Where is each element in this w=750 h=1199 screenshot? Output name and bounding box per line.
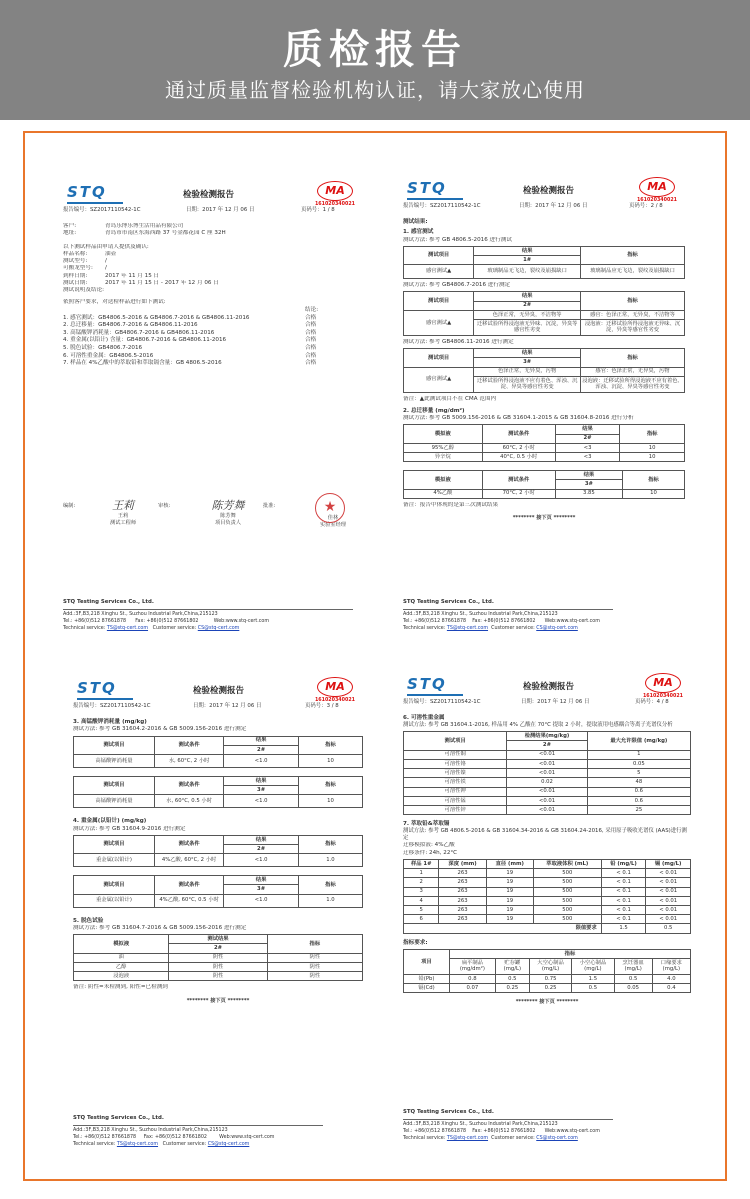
- table-row: [404, 896, 691, 905]
- page-header: STQ 检验检测报告 MA 161020340021 报告编号：SZ2017110542-1C 日期：2017 年 12 月 06 日 页码号：2 / 8: [403, 179, 677, 209]
- table-row: [404, 769, 691, 778]
- section-title: 1. 感官测试: [403, 229, 434, 236]
- table-cell: <0.01: [507, 759, 587, 768]
- column-header: 口缘要求 (mg/L): [652, 959, 690, 975]
- section-title: 2. 总迁移量 (mg/dm²): [403, 407, 465, 414]
- page-header: STQ 检验检测报告 MA 161020340021 报告编号：SZ2017110542-1C 日期：2017 年 12 月 06 日 页码号：4 / 8: [403, 675, 683, 705]
- table-cell: 6: [404, 915, 439, 924]
- test-item: 2. 总迁移量：GB4806.7-2016 & GB4806.11-2016: [63, 322, 198, 329]
- table-row: [404, 787, 691, 796]
- kmno4-table-1: 测试项目 测试条件 结果 指标 2# 高锰酸钾消耗量 水, 60°C, 2 小时 <1.0 10: [73, 736, 363, 768]
- method-text: 测试方法: 参考 GB4806.7-2016 进行测定: [403, 282, 511, 289]
- next-page: ******** 接下页 ********: [512, 515, 576, 522]
- field-label: 测试说明及结论:: [63, 287, 105, 294]
- conclusion-head: 结论:: [305, 306, 319, 313]
- table-row: [404, 878, 691, 887]
- decolor-table: 模拟液 测试结果 指标 2# 油 阴性 阴性 乙醇 阴性 阴性 浸泡液 阴性 阴性: [73, 934, 363, 981]
- method-text: 迁移条件: 24h, 22°C: [403, 849, 458, 856]
- test-result: 合格: [305, 360, 317, 367]
- sample-intro: 以下测试样品由申请人提供及确认:: [63, 243, 149, 250]
- customer-email-link[interactable]: CS@stq-cert.com: [536, 1135, 578, 1141]
- test-item: 6. 可溶性重金属：GB4806.5-2016: [63, 352, 154, 359]
- column-header: 烹饪器皿 (mg/L): [614, 959, 652, 975]
- cma-id: 161020340021: [314, 698, 355, 703]
- client-block: [63, 223, 363, 238]
- table-cell: 19: [486, 887, 533, 896]
- column-header: 扁平制品 (mg/dm²): [449, 959, 495, 975]
- table-cell: 25: [587, 805, 690, 814]
- column-header: 样品 1#: [404, 859, 439, 868]
- test-items: [63, 315, 363, 368]
- table-cell: < 0.01: [646, 878, 691, 887]
- cma-logo: MA: [639, 177, 675, 197]
- customer-email-link[interactable]: CS@stq-cert.com: [197, 625, 240, 631]
- method-text: 测试方法: 参考 GB 31604.1-2016, 样品用 4% 乙酸在 70°C 提取 2 小时，提取液用电感耦合等离子光谱仪分析: [403, 722, 673, 729]
- report-page-4: [403, 673, 691, 1173]
- note-text: 备注: 阴性=未检测到, 阳性=已检测到: [73, 984, 168, 991]
- stq-logo: STQ: [407, 179, 447, 197]
- table-cell: <0.01: [507, 750, 587, 759]
- limit-table: 项目 指标 扁平制品 (mg/dm²) 贮存罐 (mg/L) 大空心制品 (mg/L) 小空心制品 (mg/L) 烹饪器皿 (mg/L) 口缘要求 (mg/L) 铅(Pb) 0.8 0.5 0.75 1.5 0.5 4.0 镉(Cd) 0.07 0.25 0.25 0.5 0.05 0.4: [403, 949, 691, 993]
- customer-email-link[interactable]: CS@stq-cert.com: [536, 625, 578, 631]
- field-label: 到样日期:: [63, 272, 88, 279]
- sample-fields: [63, 251, 363, 295]
- table-cell: < 0.1: [601, 896, 646, 905]
- table-cell: 0.4: [652, 984, 690, 993]
- table-row: [404, 750, 691, 759]
- column-header: 铅 (mg/L): [601, 859, 646, 868]
- table-cell: 0.05: [614, 984, 652, 993]
- doc-title: 检验检测报告: [193, 686, 245, 696]
- test-item: 5. 脱色试验：GB4806.7-2016: [63, 345, 143, 352]
- field-value: 油壶: [105, 250, 117, 257]
- column-header: 大空心制品 (mg/L): [529, 959, 571, 975]
- report-no: 报告编号：SZ2017110542-1C: [63, 207, 141, 213]
- table-cell: 0.75: [529, 974, 571, 983]
- column-header: 萃取液体积 (mL): [533, 859, 601, 868]
- table-row: [404, 759, 691, 768]
- table-cell: 5: [404, 905, 439, 914]
- column-header: 直径 (mm): [486, 859, 533, 868]
- table-cell: 0.5: [495, 974, 529, 983]
- report-page-2: [403, 177, 685, 637]
- tech-email-link[interactable]: TS@stq-cert.com: [106, 625, 149, 631]
- table-cell: 263: [439, 878, 486, 887]
- field-label: 样品名称:: [63, 250, 88, 257]
- table-cell: 可溶性钾: [404, 787, 507, 796]
- table-cell: 19: [486, 869, 533, 878]
- banner-title: 质检报告: [283, 27, 467, 73]
- field-label: 测试日期:: [63, 279, 88, 286]
- soluble-metals-table: 测试项目 检测结果(mg/kg) 最大允许限值 (mg/kg) 2# 可溶性铜 <0.01 1 可溶性铬 <0.01 0.05 可溶性镍 <0.01 5 可溶性铁 0.02 48 可溶性钾 <0.01 0.6 可溶性锰 <0.01 0.6 可溶性锌 <0.01 25: [403, 731, 691, 815]
- section-title: 3. 高锰酸钾消耗量 (mg/kg): [73, 719, 147, 725]
- table-row: [404, 869, 691, 878]
- table-cell: < 0.01: [646, 905, 691, 914]
- table-cell: 263: [439, 887, 486, 896]
- field-value: 2017 年 11 月 15 日 - 2017 年 12 月 06 日: [105, 279, 219, 286]
- table-cell: 500: [533, 878, 601, 887]
- migration-table-1: 模拟液 测试条件 结果 指标 2# 95%乙醇 60°C, 2 小时 <3 10 异辛烷 40°C, 0.5 小时 <3 10: [403, 424, 685, 462]
- table-cell: 500: [533, 905, 601, 914]
- approval-seal-icon: ★: [315, 493, 345, 523]
- note-text: 备注：▲此测试项目不在 CMA 范围内: [403, 395, 497, 402]
- table-cell: 0.6: [587, 787, 690, 796]
- table-cell: < 0.1: [601, 887, 646, 896]
- signature: 王莉: [112, 499, 134, 512]
- method-text: 测试方法: 参考 GB 31604.2-2016 & GB 5009.156-2016 进行测定: [73, 726, 247, 733]
- field-row: [63, 280, 363, 287]
- sensory-table-2: 测试项目 结果 指标 2# 感官测试▲ 色泽正常，无异臭，不洁物等 感官：色泽正常，无异臭，不洁物等 迁移试验所得浸泡液无异味、沉淀，异臭等感官性劣变 浸泡液：迁移试验所得浸泡液无异味、沉淀，异臭等感官性劣变: [403, 291, 685, 335]
- table-row: [404, 915, 691, 924]
- table-cell: 3: [404, 887, 439, 896]
- addr-label: 地址:: [63, 230, 77, 237]
- tech-email-link[interactable]: TS@stq-cert.com: [446, 1135, 489, 1141]
- sign-review: 审核: 陈芳舞 陈芳舞 项目负责人: [158, 499, 268, 527]
- method-text: 测试方法: 参考 GB4806.11-2016 进行测定: [403, 338, 514, 345]
- table-row: [404, 905, 691, 914]
- table-cell: 0.5: [572, 984, 614, 993]
- method-text: 测试方法: 参考 GB 4806.5-2016 进行测试: [403, 236, 512, 243]
- page-header: STQ 检验检测报告 MA 161020340021 报告编号：SZ2017110542-1C 日期：2017 年 12 月 06 日 页码号：3 / 8: [73, 679, 355, 709]
- table-row: [404, 887, 691, 896]
- doc-title: 检验检测报告: [523, 682, 575, 692]
- table-cell: < 0.1: [601, 878, 646, 887]
- table-cell: < 0.01: [646, 887, 691, 896]
- column-header: 贮存罐 (mg/L): [495, 959, 529, 975]
- table-cell: 0.8: [449, 974, 495, 983]
- test-item-row: [63, 322, 363, 330]
- test-result: 合格: [305, 337, 317, 344]
- method-text: 迁移模拟液: 4%乙酸: [403, 842, 455, 849]
- kmno4-table-2: 测试项目 测试条件 结果 指标 3# 高锰酸钾消耗量 水, 60°C, 0.5 小时 <1.0 10: [73, 776, 363, 808]
- field-row: [63, 287, 363, 294]
- test-result: 合格: [305, 352, 317, 359]
- method-text: 测试方法: 参考 GB 4806.5-2016 & GB 31604.34-2016 & GB 31604.24-2016, 采用原子吸收光谱仪 (AAS)进行测定: [403, 828, 687, 842]
- cma-id: 161020340021: [314, 202, 355, 207]
- test-item: 7. 样品在 4%乙酸中的萃取铅和萃取镉含量：GB 4806.5-2016: [63, 360, 222, 367]
- table-row: [404, 778, 691, 787]
- field-label: 可搬龙型号:: [63, 265, 93, 272]
- table-cell: 5: [587, 769, 690, 778]
- sign-compile: 编制: 王莉 王莉 测试工程师: [63, 499, 153, 527]
- field-row: [63, 273, 363, 280]
- test-result: 合格: [305, 314, 317, 321]
- table-cell: 1.5: [572, 974, 614, 983]
- cma-logo: MA: [645, 673, 681, 693]
- test-item-row: [63, 360, 363, 368]
- column-header: 小空心制品 (mg/L): [572, 959, 614, 975]
- table-cell: 可溶性铜: [404, 750, 507, 759]
- section-title: 4. 重金属(以铅计) (mg/kg): [73, 818, 147, 825]
- sensory-table-3: 测试项目 结果 指标 3# 感官测试▲ 色泽正常，无异臭，污物 感官：色泽正常，无异臭，污物 迁移试验所得浸泡液不应有着色、浑浊、沉淀、异臭等感官性劣变 浸泡液：迁移试验所得浸泡液不应有着色、浑浊、沉淀、异臭等感官性劣变: [403, 348, 685, 392]
- test-result: 合格: [305, 322, 317, 329]
- table-cell: 0.25: [495, 984, 529, 993]
- table-cell: <0.01: [507, 769, 587, 778]
- method-text: 测试方法: 参考 GB 31604.9-2016 进行测定: [73, 825, 186, 832]
- sensory-table-1: 测试项目 结果 指标 1# 感官测试▲ 玻璃制品无飞边，裂纹及崩损缺口 玻璃制品应无飞边，裂纹及崩损缺口: [403, 246, 685, 279]
- table-cell: 0.25: [529, 984, 571, 993]
- banner-subtitle: 通过质量监督检验机构认证，请大家放心使用: [165, 78, 585, 102]
- section-title: 7. 萃取铅&萃取镉: [403, 821, 450, 828]
- lead-cadmium-table: 样品 1# 深度 (mm) 直径 (mm) 萃取液体积 (mL) 铅 (mg/L) 镉 (mg/L) 1 263 19 500 < 0.1 < 0.01 2 263 19 500 < 0.1 < 0.01 3 263 19 500 < 0.1 < 0.01 4 263 19 500 < 0.1 < 0.01 5 263 19 500 < 0.1 < 0.01 6 263 19 500 < 0.1 < 0.01 限值要求 1.5 0.5: [403, 859, 691, 934]
- table-row: [404, 805, 691, 814]
- table-cell: < 0.1: [601, 915, 646, 924]
- method-text: 测试方法: 参考 GB 31604.7-2016 & GB 5009.156-2016 进行测定: [73, 924, 247, 931]
- tech-email-link[interactable]: TS@stq-cert.com: [116, 1141, 159, 1147]
- table-cell: 263: [439, 869, 486, 878]
- addr-value: 青岛市市南区东海西路 37 号金都花园 C 座 32H: [105, 230, 226, 237]
- section-title: 6. 可溶性重金属: [403, 715, 445, 721]
- banner: [0, 0, 750, 120]
- report-page-3: [73, 677, 363, 1177]
- table-cell: <0.01: [507, 787, 587, 796]
- table-cell: <0.01: [507, 796, 587, 805]
- heavy-metal-table-2: 测试项目 测试条件 结果 指标 3# 重金属(以铅计) 4%乙酸, 60°C, 0.5 小时 <1.0 1.0: [73, 875, 363, 907]
- table-cell: 1: [404, 869, 439, 878]
- heavy-metal-table-1: 测试项目 测试条件 结果 指标 2# 重金属(以铅计) 4%乙酸, 60°C, 2 小时 <1.0 1.0: [73, 835, 363, 867]
- table-cell: 263: [439, 915, 486, 924]
- test-result: 合格: [305, 329, 317, 336]
- table-cell: 0.5: [614, 974, 652, 983]
- table-row: [404, 796, 691, 805]
- section-title: 指标要求:: [403, 939, 428, 946]
- table-cell: <0.01: [507, 805, 587, 814]
- cma-logo: MA: [317, 181, 353, 201]
- field-row: [63, 265, 363, 272]
- signature: 陈芳舞: [211, 499, 245, 512]
- report-date: 日期：2017 年 12 月 06 日: [186, 207, 255, 213]
- table-cell: 19: [486, 915, 533, 924]
- column-header: 深度 (mm): [439, 859, 486, 868]
- stq-logo: STQ: [407, 675, 447, 693]
- table-cell: 19: [486, 878, 533, 887]
- client-label: 客户:: [63, 223, 77, 229]
- next-page: ******** 接下页 ********: [186, 997, 250, 1004]
- table-cell: 2: [404, 878, 439, 887]
- table-cell: 263: [439, 896, 486, 905]
- request-text: 依照客户要求，对送检样品进行如下测试:: [63, 299, 166, 306]
- table-cell: < 0.1: [601, 905, 646, 914]
- test-item-row: [63, 337, 363, 345]
- customer-email-link[interactable]: CS@stq-cert.com: [207, 1141, 250, 1147]
- field-value: /: [105, 258, 107, 265]
- table-cell: 19: [486, 905, 533, 914]
- table-cell: < 0.01: [646, 915, 691, 924]
- test-item: 4. 重金属(以铅计) 含量：GB4806.7-2016 & GB4806.11-2016: [63, 337, 227, 344]
- next-page: ******** 接下页 ********: [515, 999, 579, 1006]
- table-cell: 4: [404, 896, 439, 905]
- test-item: 1. 感官测试：GB4806.5-2016 & GB4806.7-2016 & GB4806.11-2016: [63, 314, 250, 321]
- page-footer: STQ Testing Services Co., Ltd. Add.:3F,B3,218 Xinghu St., Suzhou Industrial Park,China,215123 Tel.: +86(0)512 87661878 Fax: +86(0)512 87661802 Web:www.stq-cert.com Technical service: TS@stq-cert.com Customer service: CS@stq-cert.com: [73, 1115, 323, 1149]
- table-cell: 可溶性铁: [404, 778, 507, 787]
- field-row: [63, 251, 363, 258]
- migration-table-2: 模拟液 测试条件 结果 指标 3# 4%乙酸 70°C, 2 小时 3.85 10: [403, 470, 685, 499]
- table-cell: 0.6: [587, 796, 690, 805]
- table-cell: 可溶性锰: [404, 796, 507, 805]
- doc-title: 检验检测报告: [183, 190, 235, 200]
- table-cell: 0.02: [507, 778, 587, 787]
- table-cell: 500: [533, 915, 601, 924]
- tech-email-link[interactable]: TS@stq-cert.com: [446, 625, 489, 631]
- table-cell: 4.0: [652, 974, 690, 983]
- table-cell: < 0.1: [601, 869, 646, 878]
- field-value: /: [105, 265, 107, 272]
- doc-title: 检验检测报告: [523, 186, 575, 196]
- cma-logo: MA: [317, 677, 353, 697]
- table-cell: 0.05: [587, 759, 690, 768]
- table-cell: 可溶性镍: [404, 769, 507, 778]
- test-item-row: [63, 345, 363, 353]
- stq-logo: STQ: [67, 183, 107, 201]
- table-cell: 48: [587, 778, 690, 787]
- test-item: 3. 高锰酸钾消耗量：GB4806.7-2016 & GB4806.11-2016: [63, 329, 215, 336]
- table-cell: 500: [533, 869, 601, 878]
- method-text: 测试方法: 参考 GB 5009.156-2016 & GB 31604.1-2015 & GB 31604.8-2016 进行分析: [403, 415, 634, 422]
- column-header: 镉 (mg/L): [646, 859, 691, 868]
- results-title: 测试结果:: [403, 219, 428, 225]
- field-label: 测试型号:: [63, 258, 88, 265]
- table-cell: < 0.01: [646, 869, 691, 878]
- page-footer: STQ Testing Services Co., Ltd. Add.:3F,B3,218 Xinghu St., Suzhou Industrial Park,China,215123 Tel.: +86(0)512 87661878 Fax: +86(0)512 87661802 Web:www.stq-cert.com Technical service: TS@stq-cert.com Customer service: CS@stq-cert.com: [403, 599, 613, 633]
- table-cell: 0.07: [449, 984, 495, 993]
- page-footer: STQ Testing Services Co., Ltd. Add.:3F,B3,218 Xinghu St., Suzhou Industrial Park,China,215123 Tel.: +86(0)512 87661878 Fax: +86(0)512 87661802 Web:www.stq-cert.com Technical service: TS@stq-cert.com Customer service: CS@stq-cert.com: [63, 599, 353, 633]
- table-cell: 可溶性锌: [404, 805, 507, 814]
- stq-logo: STQ: [77, 679, 117, 697]
- test-result: 合格: [305, 345, 317, 352]
- cma-id: 161020340021: [642, 694, 683, 699]
- table-cell: 可溶性铬: [404, 759, 507, 768]
- note-text: 备注：报告中体现的是第三次测试结果: [403, 501, 499, 508]
- sign-approve: 批准: ★ 佳林 实验室经理: [263, 499, 363, 529]
- report-page-1: [63, 181, 363, 641]
- table-cell: 19: [486, 896, 533, 905]
- field-value: 2017 年 11 月 15 日: [105, 272, 160, 279]
- field-row: [63, 258, 363, 265]
- page-footer: STQ Testing Services Co., Ltd. Add.:3F,B3,218 Xinghu St., Suzhou Industrial Park,China,215123 Tel.: +86(0)512 87661878 Fax: +86(0)512 87661802 Web:www.stq-cert.com Technical service: TS@stq-cert.com Customer service: CS@stq-cert.com: [403, 1109, 613, 1143]
- section-title: 5. 脱色试验: [73, 917, 104, 924]
- table-cell: 1: [587, 750, 690, 759]
- cma-id: 161020340021: [636, 198, 677, 203]
- table-cell: 263: [439, 905, 486, 914]
- report-frame: [23, 131, 727, 1181]
- table-cell: 500: [533, 896, 601, 905]
- page-header: [63, 181, 363, 215]
- client-value: 青岛乐博乐博生活用品有限公司: [105, 223, 184, 229]
- table-cell: < 0.01: [646, 896, 691, 905]
- page-no: 页码号：1 / 8: [301, 207, 335, 213]
- table-cell: 500: [533, 887, 601, 896]
